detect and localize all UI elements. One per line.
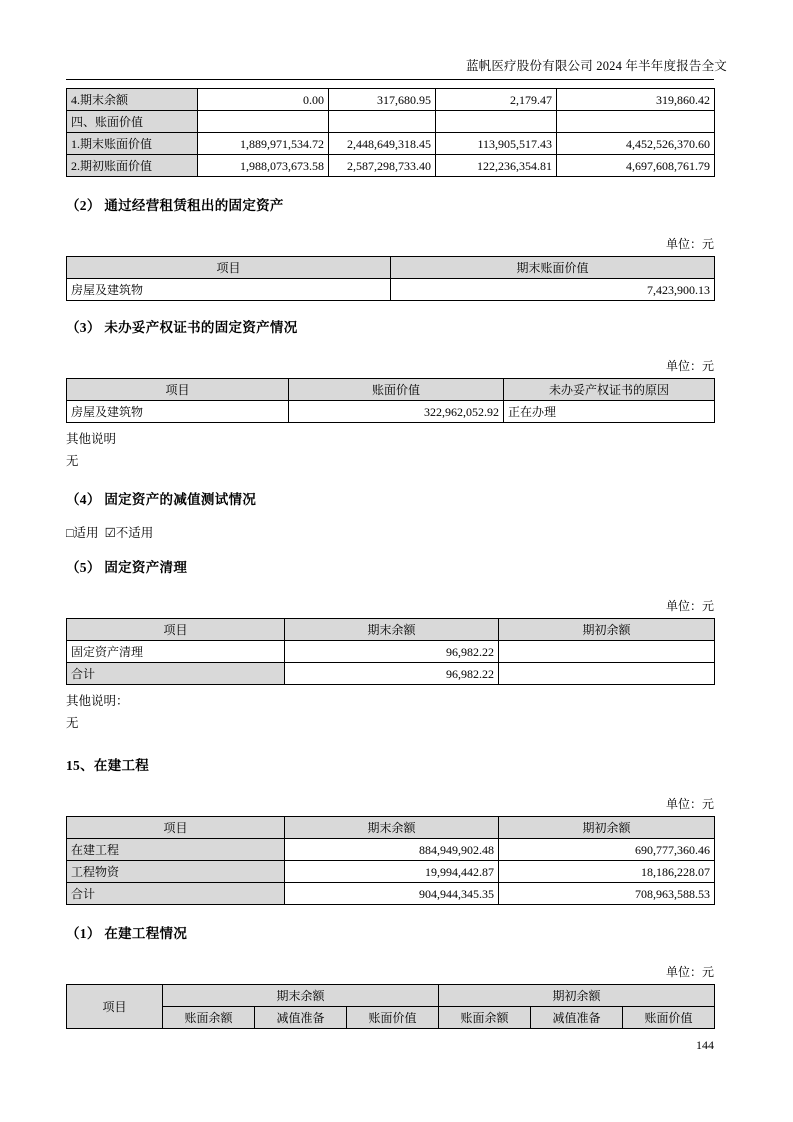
column-header: 项目 (67, 257, 391, 279)
row-value (557, 111, 715, 133)
row-value: 2,179.47 (436, 89, 557, 111)
column-header: 期末余额 (285, 817, 499, 839)
table-header-row-top (67, 985, 715, 1007)
row-value: 2,587,298,733.40 (329, 155, 436, 177)
unit-label: 单位：元 (665, 237, 714, 251)
table-cip-detail (66, 984, 715, 1029)
header-divider (66, 79, 714, 80)
unit-label: 单位：元 (665, 965, 714, 979)
column-subheader: 账面价值 (623, 1007, 715, 1029)
page-number: 144 (696, 1038, 714, 1052)
row-value (499, 641, 715, 663)
table-header-row (67, 379, 715, 401)
row-label: 合计 (67, 663, 285, 685)
table-row (67, 155, 715, 177)
row-label: 固定资产清理 (67, 641, 285, 663)
row-value: 317,680.95 (329, 89, 436, 111)
unit-label: 单位：元 (665, 797, 714, 811)
other-note-value: 无 (66, 454, 79, 468)
table-row (67, 279, 715, 301)
table-fixed-assets-disposal (66, 618, 715, 685)
row-value: 690,777,360.46 (499, 839, 715, 861)
row-value: 1,988,073,673.58 (198, 155, 329, 177)
row-value: 113,905,517.43 (436, 133, 557, 155)
column-subheader: 账面余额 (163, 1007, 255, 1029)
table-row (67, 89, 715, 111)
row-value: 4,697,608,761.79 (557, 155, 715, 177)
row-label: 2.期初账面价值 (67, 155, 198, 177)
column-group-header-begin: 期初余额 (439, 985, 715, 1007)
table-row (67, 641, 715, 663)
section-15-heading: 15、在建工程 (66, 758, 150, 773)
row-value: 4,452,526,370.60 (557, 133, 715, 155)
column-header: 期初余额 (499, 619, 715, 641)
section-15-1-heading: （1） 在建工程情况 (66, 926, 188, 941)
row-value: 2,448,649,318.45 (329, 133, 436, 155)
table-row (67, 883, 715, 905)
column-header: 项目 (67, 619, 285, 641)
row-value (436, 111, 557, 133)
row-value (329, 111, 436, 133)
table-row (67, 861, 715, 883)
column-header: 期末账面价值 (391, 257, 715, 279)
column-group-header-end: 期末余额 (163, 985, 439, 1007)
other-note-label: 其他说明 (66, 432, 117, 446)
table-header-row (67, 817, 715, 839)
applicability-row (66, 525, 714, 541)
other-note-label: 其他说明： (66, 694, 129, 708)
unit-label: 单位：元 (665, 599, 714, 613)
checkbox-applicable[interactable]: □适用 (66, 526, 99, 540)
row-reason: 正在办理 (504, 401, 715, 423)
section-3-heading: （3） 未办妥产权证书的固定资产情况 (66, 320, 298, 335)
table-construction-in-progress (66, 816, 715, 905)
column-header: 期末余额 (285, 619, 499, 641)
table-row (67, 401, 715, 423)
column-header-item: 项目 (67, 985, 163, 1029)
table-row (67, 663, 715, 685)
row-label: 1.期末账面价值 (67, 133, 198, 155)
row-value: 7,423,900.13 (391, 279, 715, 301)
table-row (67, 133, 715, 155)
row-value (198, 111, 329, 133)
column-subheader: 账面余额 (439, 1007, 531, 1029)
row-value: 96,982.22 (285, 641, 499, 663)
page-content (66, 88, 714, 1029)
table-fixed-assets-continued (66, 88, 715, 177)
table-header-row-sub (67, 1007, 715, 1029)
table-operating-lease-assets (66, 256, 715, 301)
column-header: 项目 (67, 379, 289, 401)
section-5-heading: （5） 固定资产清理 (66, 560, 188, 575)
section-4-heading: （4） 固定资产的减值测试情况 (66, 492, 257, 507)
other-note-value: 无 (66, 716, 79, 730)
row-value: 96,982.22 (285, 663, 499, 685)
column-header: 账面价值 (289, 379, 504, 401)
column-header: 未办妥产权证书的原因 (504, 379, 715, 401)
column-subheader: 账面价值 (347, 1007, 439, 1029)
table-row (67, 839, 715, 861)
row-value: 319,860.42 (557, 89, 715, 111)
column-subheader: 减值准备 (255, 1007, 347, 1029)
row-value: 884,949,902.48 (285, 839, 499, 861)
table-no-title-certificate-assets (66, 378, 715, 423)
section-2-heading: （2） 通过经营租赁租出的固定资产 (66, 198, 284, 213)
row-value: 122,236,354.81 (436, 155, 557, 177)
checkbox-not-applicable[interactable]: ☑不适用 (104, 526, 154, 540)
row-label: 合计 (67, 883, 285, 905)
row-value: 19,994,442.87 (285, 861, 499, 883)
row-label: 工程物资 (67, 861, 285, 883)
column-header: 期初余额 (499, 817, 715, 839)
table-row (67, 111, 715, 133)
row-value: 322,962,052.92 (289, 401, 504, 423)
row-value: 0.00 (198, 89, 329, 111)
row-label: 房屋及建筑物 (67, 279, 391, 301)
row-value: 18,186,228.07 (499, 861, 715, 883)
row-label: 4.期末余额 (67, 89, 198, 111)
row-value: 904,944,345.35 (285, 883, 499, 905)
table-header-row (67, 257, 715, 279)
unit-label: 单位：元 (665, 359, 714, 373)
running-header: 蓝帆医疗股份有限公司 2024 年半年度报告全文 (465, 59, 727, 73)
row-label: 在建工程 (67, 839, 285, 861)
row-label: 房屋及建筑物 (67, 401, 289, 423)
table-header-row (67, 619, 715, 641)
row-value: 708,963,588.53 (499, 883, 715, 905)
row-value (499, 663, 715, 685)
row-label: 四、账面价值 (67, 111, 198, 133)
row-value: 1,889,971,534.72 (198, 133, 329, 155)
column-header: 项目 (67, 817, 285, 839)
column-subheader: 减值准备 (531, 1007, 623, 1029)
